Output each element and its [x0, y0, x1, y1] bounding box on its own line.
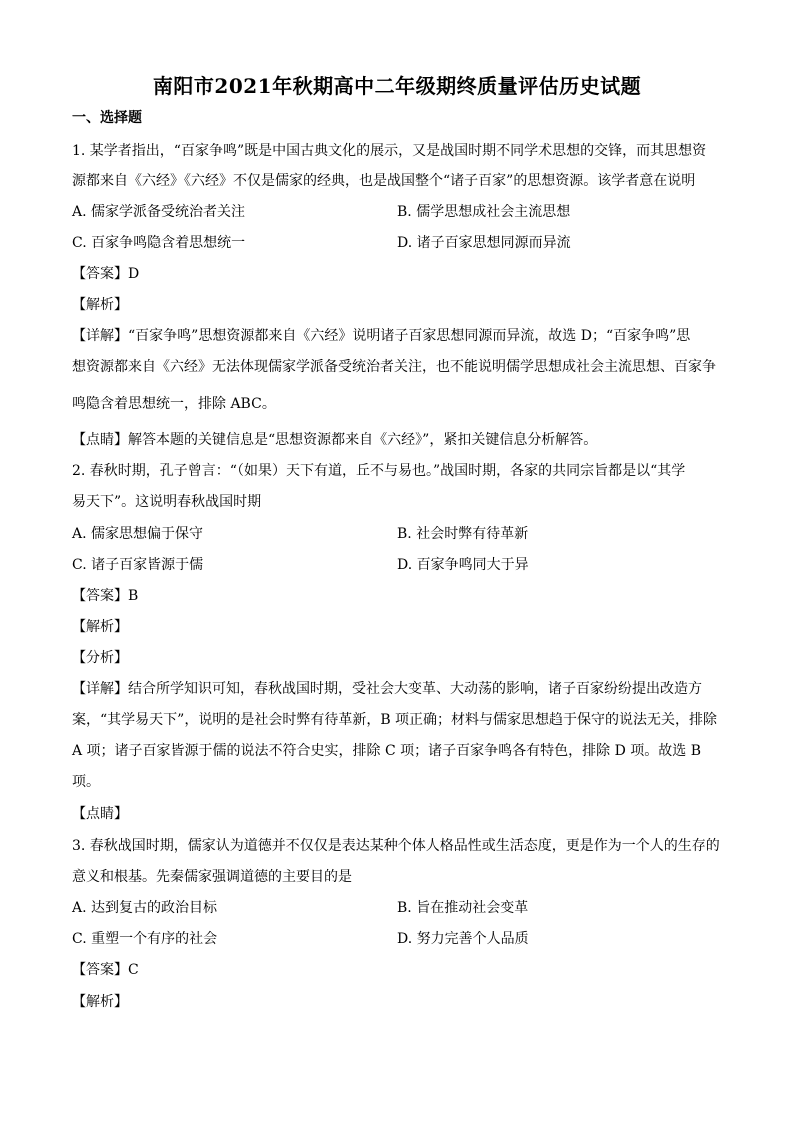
q1-option-a: A. 儒家学派备受统治者关注 — [72, 204, 246, 220]
q2-option-d: D. 百家争鸣同大于异 — [397, 557, 529, 573]
q2-analyze-label: 【分析】 — [72, 650, 128, 666]
q1-point: 【点睛】解答本题的关键信息是“思想资源都来自《六经》”，紧扣关键信息分析解答。 — [72, 432, 598, 448]
q1-answer: 【答案】D — [72, 266, 140, 282]
page-title: 南阳市2021年秋期高中二年级期终质量评估历史试题 — [152, 74, 642, 98]
q1-option-c: C. 百家争鸣隐含着思想统一 — [72, 235, 246, 251]
q1-option-d: D. 诸子百家思想同源而异流 — [397, 235, 571, 251]
q2-option-b: B. 社会时弊有待革新 — [397, 526, 529, 542]
q2-point: 【点睛】 — [72, 806, 128, 822]
q1-stem-line-1: 1. 某学者指出，“百家争鸣”既是中国古典文化的展示，又是战国时期不同学术思想的交锋，而其思想资 — [72, 143, 707, 159]
q2-option-a: A. 儒家思想偏于保守 — [72, 526, 204, 542]
q1-detail-line-2: 想资源都来自《六经》无法体现儒家学派备受统治者关注，也不能说明儒学思想成社会主流思想、百家争 — [72, 359, 716, 375]
q3-analysis-label: 【解析】 — [72, 994, 128, 1010]
q3-option-c: C. 重塑一个有序的社会 — [72, 931, 218, 947]
q2-answer: 【答案】B — [72, 588, 139, 604]
q2-detail-line-1: 【详解】结合所学知识可知，春秋战国时期，受社会大变革、大动荡的影响，诸子百家纷纷提出改造方 — [72, 681, 702, 697]
q2-option-c: C. 诸子百家皆源于儒 — [72, 557, 204, 573]
q3-stem-line-2: 意义和根基。先秦儒家强调道德的主要目的是 — [72, 869, 352, 885]
q3-answer: 【答案】C — [72, 962, 139, 978]
q2-stem-line-2: 易天下”。这说明春秋战国时期 — [72, 494, 262, 510]
q2-detail-line-4: 项。 — [72, 774, 100, 790]
q1-detail-line-3: 鸣隐含着思想统一，排除 ABC。 — [72, 396, 276, 412]
section-heading: 一、选择题 — [72, 110, 142, 126]
q2-detail-line-3: A 项；诸子百家皆源于儒的说法不符合史实，排除 C 项；诸子百家争鸣各有特色，排除 D 项。故选 B — [72, 743, 702, 759]
q2-analysis-label: 【解析】 — [72, 619, 128, 635]
q2-detail-line-2: 案，“其学易天下”，说明的是社会时弊有待革新，B 项正确；材料与儒家思想趋于保守的说法无关，排除 — [72, 712, 718, 728]
q3-option-d: D. 努力完善个人品质 — [397, 931, 529, 947]
q3-stem-line-1: 3. 春秋战国时期，儒家认为道德并不仅仅是表达某种个体人格品性或生活态度，更是作为一个人的生存的 — [72, 838, 720, 854]
q3-option-b: B. 旨在推动社会变革 — [397, 900, 529, 916]
q1-option-b: B. 儒学思想成社会主流思想 — [397, 204, 571, 220]
q1-detail-line-1: 【详解】“百家争鸣”思想资源都来自《六经》说明诸子百家思想同源而异流，故选 D；“百家争鸣”思 — [72, 328, 691, 344]
q3-option-a: A. 达到复古的政治目标 — [72, 900, 218, 916]
q1-stem-line-2: 源都来自《六经》《六经》不仅是儒家的经典，也是战国整个“诸子百家”的思想资源。该学者意在说明 — [72, 173, 696, 189]
q1-analysis-label: 【解析】 — [72, 297, 128, 313]
q2-stem-line-1: 2. 春秋时期，孔子曾言：“（如果）天下有道，丘不与易也。”战国时期，各家的共同宗旨都是以“其学 — [72, 463, 686, 479]
